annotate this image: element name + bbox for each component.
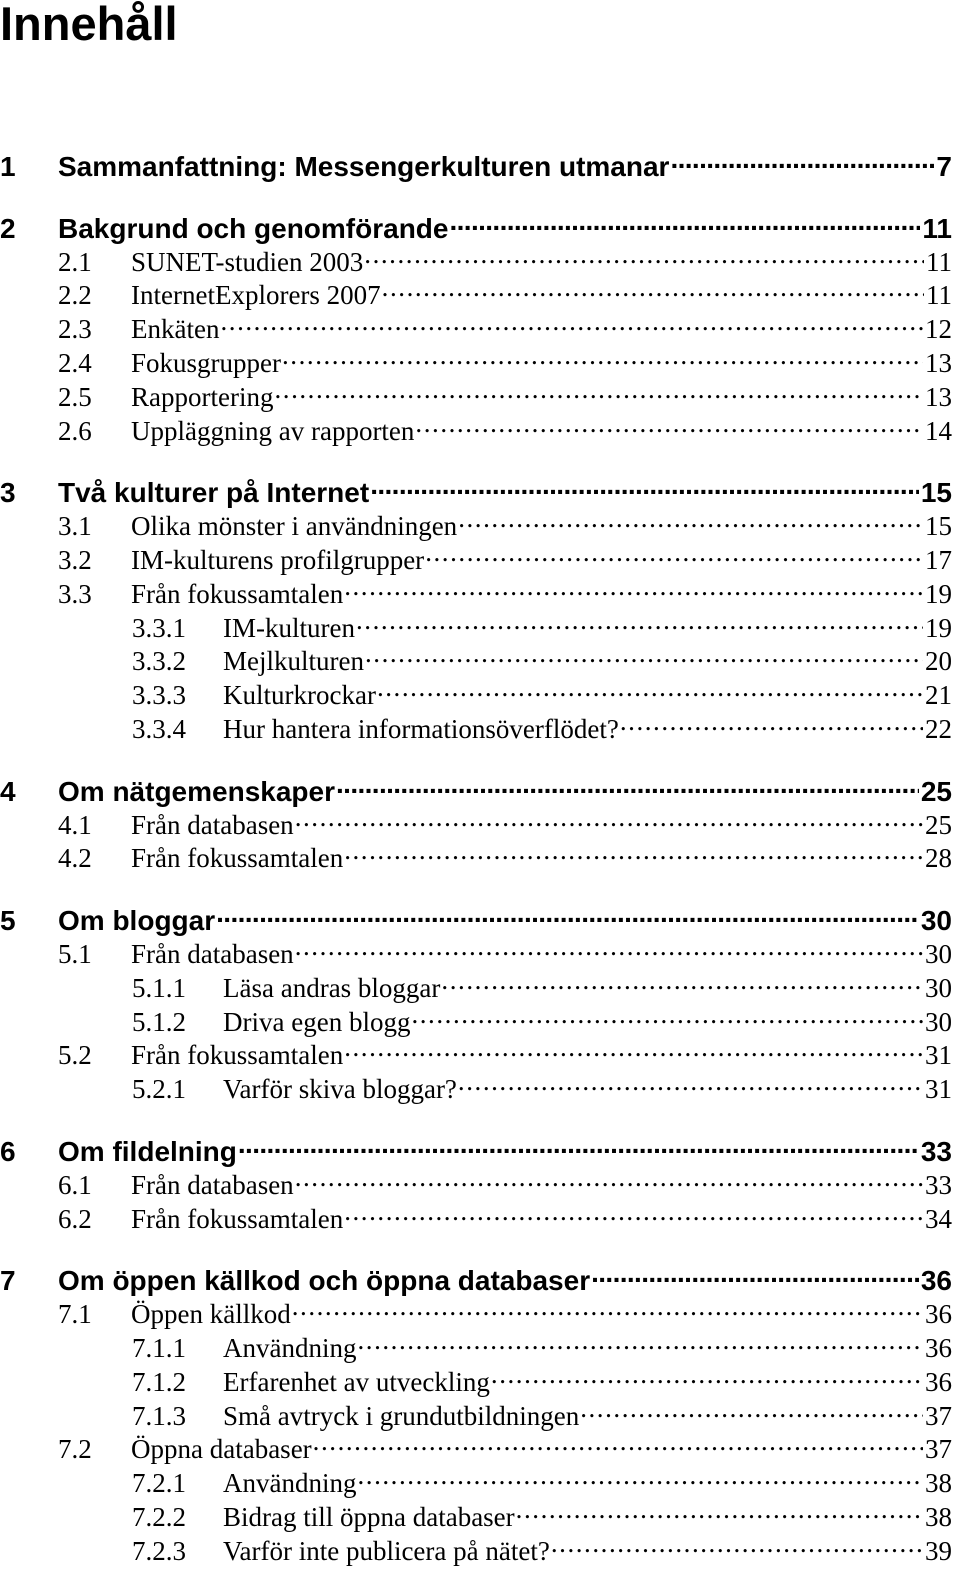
dot-leader (370, 474, 919, 502)
toc-entry-level-1[interactable] (0, 1133, 952, 1167)
toc-entry-title: SUNET-studien 2003 (131, 246, 364, 277)
toc-entry-number: 3 (0, 477, 16, 509)
dot-leader (344, 1201, 923, 1228)
toc-entry-level-2[interactable] (0, 1201, 952, 1234)
toc-entry-page-number: 11 (926, 246, 952, 277)
dot-leader (591, 1262, 919, 1290)
toc-entry-page-number: 19 (925, 612, 952, 643)
toc-entry-title: InternetExplorers 2007 (131, 280, 381, 311)
toc-entry-level-3[interactable] (0, 610, 952, 643)
toc-entry-page-number: 37 (925, 1434, 952, 1465)
dot-leader (415, 413, 923, 440)
toc-entry-level-2[interactable] (0, 379, 952, 412)
toc-entry-title: Från databasen (131, 1169, 294, 1200)
dot-leader (344, 840, 923, 867)
toc-entry-title: Från databasen (131, 809, 294, 840)
toc-entry-number: 5.1.2 (132, 1006, 186, 1037)
toc-entry-number: 7.1.1 (132, 1333, 186, 1363)
toc-entry-title: Enkäten (131, 314, 220, 345)
toc-entry-page-number: 39 (925, 1535, 952, 1566)
toc-entry-page-number: 33 (920, 1136, 952, 1167)
toc-entry-page-number: 36 (920, 1265, 952, 1297)
dot-leader (295, 1167, 923, 1194)
dot-leader (449, 210, 920, 238)
toc-entry-title: Om fildelning (58, 1136, 237, 1167)
toc-entry-title: Om bloggar (58, 905, 216, 937)
dot-leader (382, 277, 924, 304)
toc-entry-level-2[interactable] (0, 1431, 952, 1464)
dot-leader (365, 643, 923, 670)
toc-entry-title: Om nätgemenskaper (58, 775, 335, 807)
toc-entry-title: IM-kulturens profilgrupper (131, 545, 425, 575)
toc-entry-page-number: 17 (925, 545, 952, 575)
toc-entry-title: Från databasen (131, 939, 294, 969)
toc-entry-title: Driva egen blogg (223, 1006, 411, 1037)
toc-entry-number: 6.1 (58, 1169, 92, 1200)
toc-entry-number: 2.6 (58, 415, 92, 446)
toc-entry-level-2[interactable] (0, 277, 952, 310)
toc-entry-level-2[interactable] (0, 311, 952, 344)
toc-entry-number: 2.2 (58, 280, 92, 311)
toc-entry-level-2[interactable] (0, 1167, 952, 1200)
toc-entry-page-number: 31 (925, 1040, 952, 1071)
dot-leader (458, 508, 923, 535)
toc-entry-title: Användning (223, 1468, 357, 1499)
toc-entry-number: 2.5 (58, 381, 92, 412)
toc-entry-level-3[interactable] (0, 677, 952, 710)
toc-entry-title: Mejlkulturen (223, 646, 364, 677)
toc-entry-page-number: 21 (925, 680, 952, 711)
dot-leader (364, 244, 924, 271)
dot-leader (238, 1133, 919, 1161)
toc-entry-level-3[interactable] (0, 643, 952, 676)
dot-leader (411, 1004, 923, 1031)
toc-entry-number: 1 (0, 151, 16, 182)
toc-entry-number: 2 (0, 212, 16, 244)
page-title: Innehåll (0, 0, 178, 50)
toc-entry-level-3[interactable] (0, 1364, 952, 1397)
toc-entry-page-number: 11 (926, 280, 952, 311)
dot-leader (282, 345, 923, 372)
dot-leader (344, 576, 923, 603)
toc-entry-level-2[interactable] (0, 840, 952, 873)
toc-entry-page-number: 28 (925, 843, 952, 874)
dot-leader (551, 1533, 923, 1560)
toc-entry-title: Användning (223, 1333, 357, 1363)
toc-entry-title: Läsa andras bloggar (223, 972, 441, 1003)
toc-entry-page-number: 25 (925, 809, 952, 840)
toc-entry-page-number: 15 (920, 477, 952, 509)
dot-leader (295, 936, 923, 963)
toc-entry-number: 5.1 (58, 939, 92, 969)
dot-leader (377, 677, 923, 704)
toc-entry-level-1[interactable] (0, 1262, 952, 1296)
toc-entry-page-number: 38 (925, 1502, 952, 1532)
toc-entry-number: 2.4 (58, 348, 92, 378)
toc-entry-title: Uppläggning av rapporten (131, 415, 415, 446)
toc-entry-level-1[interactable] (0, 902, 952, 936)
toc-entry-level-2[interactable] (0, 345, 952, 378)
toc-entry-number: 3.2 (58, 545, 92, 575)
toc-entry-title: Två kulturer på Internet (58, 477, 370, 509)
toc-entry-page-number: 38 (925, 1468, 952, 1499)
toc-entry-number: 4.2 (58, 843, 92, 874)
toc-entry-title: Öppna databaser (131, 1434, 312, 1465)
toc-entry-number: 7.1.3 (132, 1400, 186, 1431)
dot-leader (670, 148, 934, 176)
toc-entry-number: 2.1 (58, 246, 92, 277)
toc-entry-level-3[interactable] (0, 1330, 952, 1363)
toc-entry-title: Fokusgrupper (131, 348, 281, 378)
dot-leader (356, 610, 923, 637)
toc-entry-level-3[interactable] (0, 1533, 952, 1566)
toc-entry-level-1[interactable] (0, 474, 952, 508)
toc-entry-page-number: 15 (925, 511, 952, 542)
toc-entry-number: 7 (0, 1265, 16, 1297)
toc-entry-level-2[interactable] (0, 508, 952, 541)
toc-entry-title: Från fokussamtalen (131, 1203, 344, 1234)
dot-leader (344, 1037, 923, 1064)
toc-entry-level-3[interactable] (0, 711, 952, 744)
toc-entry-level-2[interactable] (0, 1296, 952, 1329)
toc-entry-page-number: 25 (920, 775, 952, 807)
toc-entry-title: Hur hantera informationsöverflödet? (223, 714, 619, 744)
toc-entry-title: Olika mönster i användningen (131, 511, 458, 542)
toc-entry-title: Från fokussamtalen (131, 578, 344, 609)
toc-entry-level-3[interactable] (0, 970, 952, 1003)
toc-entry-level-2[interactable] (0, 936, 952, 969)
dot-leader (458, 1071, 923, 1098)
toc-entry-title: Från fokussamtalen (131, 843, 344, 874)
toc-entry-level-2[interactable] (0, 576, 952, 609)
toc-entry-number: 5.2 (58, 1040, 92, 1071)
toc-entry-number: 5.1.1 (132, 972, 186, 1003)
toc-entry-level-3[interactable] (0, 1071, 952, 1104)
toc-entry-page-number: 36 (925, 1333, 952, 1363)
toc-entry-level-2[interactable] (0, 542, 952, 575)
toc-entry-number: 5 (0, 905, 16, 937)
toc-entry-page-number: 30 (920, 905, 952, 937)
toc-entry-page-number: 30 (925, 972, 952, 1003)
dot-leader (491, 1364, 923, 1391)
toc-entry-page-number: 7 (936, 151, 952, 182)
toc-entry-page-number: 34 (925, 1203, 952, 1234)
toc-entry-page-number: 13 (925, 348, 952, 378)
toc-entry-level-1[interactable] (0, 210, 952, 244)
toc-entry-level-2[interactable] (0, 413, 952, 446)
toc-entry-number: 7.1.2 (132, 1366, 186, 1397)
toc-entry-title: Varför skiva bloggar? (223, 1074, 457, 1105)
toc-entry-page-number: 30 (925, 1006, 952, 1037)
toc-entry-number: 7.2.2 (132, 1502, 186, 1532)
toc-entry-page-number: 11 (922, 212, 952, 244)
toc-entry-page-number: 20 (925, 646, 952, 677)
toc-entry-level-1[interactable] (0, 148, 952, 182)
toc-entry-page-number: 22 (925, 714, 952, 744)
dot-leader (425, 542, 923, 569)
toc-entry-level-2[interactable] (0, 1037, 952, 1070)
toc-entry-page-number: 33 (925, 1169, 952, 1200)
toc-entry-page-number: 12 (925, 314, 952, 345)
toc-entry-level-3[interactable] (0, 1004, 952, 1037)
toc-entry-page-number: 30 (925, 939, 952, 969)
toc-entry-title: Bakgrund och genomförande (58, 212, 449, 244)
dot-leader (313, 1431, 923, 1458)
dot-leader (274, 379, 923, 406)
toc-entry-number: 7.2 (58, 1434, 92, 1465)
toc-entry-level-2[interactable] (0, 807, 952, 840)
toc-entry-number: 3.3 (58, 578, 92, 609)
toc-entry-title: Öppen källkod (131, 1299, 291, 1330)
toc-entry-title: Rapportering (131, 381, 274, 412)
toc-entry-page-number: 19 (925, 578, 952, 609)
toc-entry-number: 3.3.2 (132, 646, 186, 677)
dot-leader (295, 807, 923, 834)
dot-leader (292, 1296, 923, 1323)
toc-entry-title: IM-kulturen (223, 612, 355, 643)
toc-entry-title: Sammanfattning: Messengerkulturen utmanar (58, 151, 670, 182)
dot-leader (620, 711, 923, 738)
dot-leader (220, 311, 923, 338)
toc-entry-level-2[interactable] (0, 244, 952, 277)
toc-entry-number: 3.1 (58, 511, 92, 542)
toc-entry-title: Varför inte publicera på nätet? (223, 1535, 550, 1566)
toc-entry-title: Kulturkrockar (223, 680, 376, 711)
toc-entry-title: Om öppen källkod och öppna databaser (58, 1265, 591, 1297)
dot-leader (441, 970, 923, 997)
toc-entry-page-number: 13 (925, 381, 952, 412)
toc-entry-title: Från fokussamtalen (131, 1040, 344, 1071)
toc-entry-number: 7.2.3 (132, 1535, 186, 1566)
toc-entry-number: 3.3.4 (132, 714, 186, 744)
toc-entry-level-3[interactable] (0, 1465, 952, 1498)
toc-entry-number: 4.1 (58, 809, 92, 840)
toc-entry-title: Små avtryck i grundutbildningen (223, 1400, 580, 1431)
toc-entry-number: 4 (0, 775, 16, 807)
dot-leader (357, 1465, 923, 1492)
toc-entry-title: Erfarenhet av utveckling (223, 1366, 490, 1397)
toc-entry-page-number: 36 (925, 1366, 952, 1397)
toc-entry-number: 3.3.1 (132, 612, 186, 643)
toc-entry-page-number: 36 (925, 1299, 952, 1330)
toc-entry-number: 3.3.3 (132, 680, 186, 711)
toc-entry-number: 2.3 (58, 314, 92, 345)
dot-leader (516, 1499, 923, 1526)
toc-entry-level-3[interactable] (0, 1499, 952, 1532)
toc-entry-number: 6.2 (58, 1203, 92, 1234)
toc-entry-number: 7.2.1 (132, 1468, 186, 1499)
toc-entry-page-number: 31 (925, 1074, 952, 1105)
toc-entry-page-number: 37 (925, 1400, 952, 1431)
toc-entry-number: 7.1 (58, 1299, 92, 1330)
toc-entry-page-number: 14 (925, 415, 952, 446)
dot-leader (216, 902, 919, 930)
toc-entry-level-3[interactable] (0, 1398, 952, 1431)
toc-entry-number: 5.2.1 (132, 1074, 186, 1105)
dot-leader (580, 1398, 923, 1425)
toc-entry-number: 6 (0, 1136, 16, 1167)
toc-entry-title: Bidrag till öppna databaser (223, 1502, 515, 1532)
dot-leader (336, 773, 919, 801)
dot-leader (357, 1330, 923, 1357)
toc-entry-level-1[interactable] (0, 773, 952, 807)
